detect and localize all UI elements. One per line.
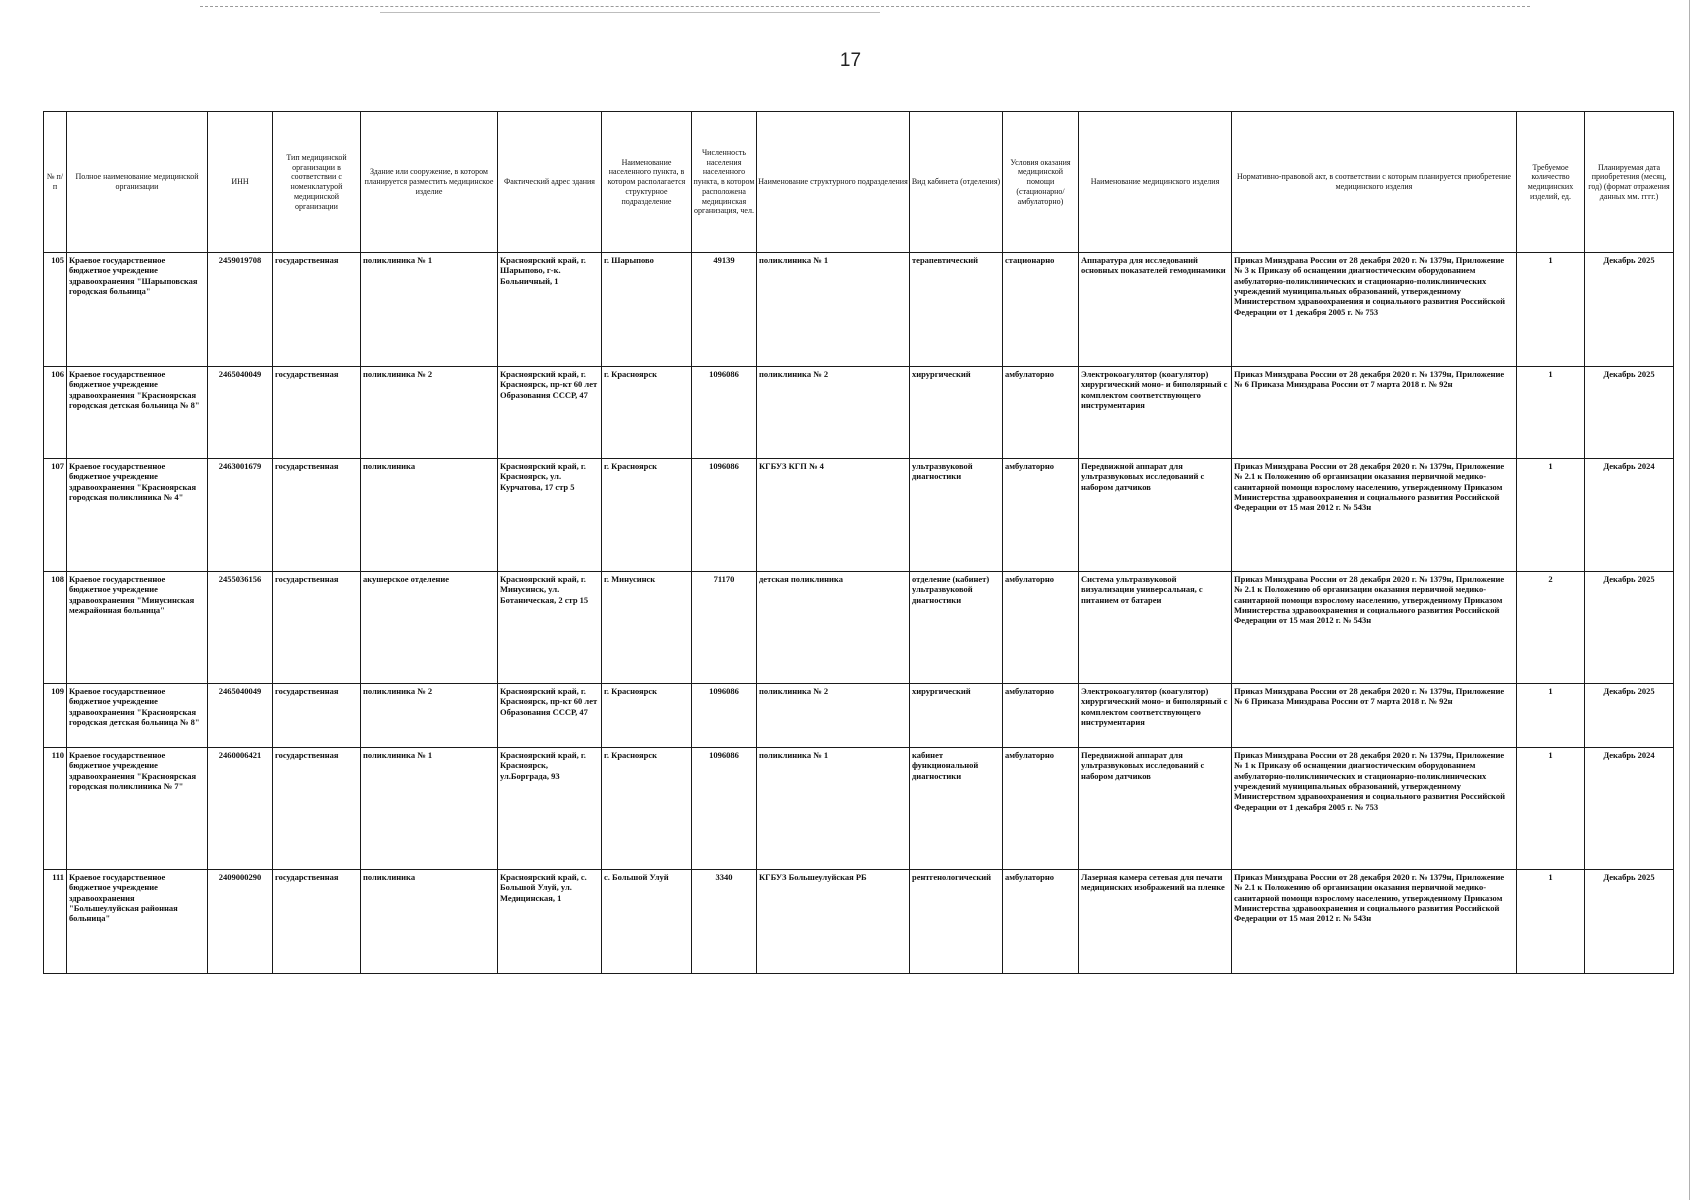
header-cell: Тип медицинской организации в соответствии с номенклатурой медицинской организации [273, 112, 361, 253]
org-type-cell: государственная [273, 367, 361, 459]
population-cell: 49139 [692, 253, 757, 367]
address-cell: Красноярский край, г. Шарыпово, г-к. Больничный, 1 [498, 253, 602, 367]
address-cell: Красноярский край, г. Красноярск, пр-кт 60 лет Образования СССР, 47 [498, 367, 602, 459]
quantity-cell: 1 [1517, 684, 1585, 748]
legal-act-cell: Приказ Минздрава России от 28 декабря 2020 г. № 1379н, Приложение № 2.1 к Положению об организации оказания первичной медико-санитарной помощи взрослому населению, утвержденному Приказом Министерства здравоохранения и социального развития Российской Федерации от 15 мая 2012 г. № 543н [1232, 572, 1517, 684]
row-number-cell: 105 [44, 253, 67, 367]
organization-cell: Краевое государственное бюджетное учреждение здравоохранения "Минусинская межрайонная больница" [67, 572, 208, 684]
row-number-cell: 108 [44, 572, 67, 684]
date-cell: Декабрь 2025 [1585, 572, 1674, 684]
cabinet-cell: рентгенологический [910, 870, 1003, 974]
cabinet-cell: хирургический [910, 684, 1003, 748]
table-row [44, 870, 1674, 974]
conditions-cell: амбулаторно [1003, 684, 1079, 748]
device-cell: Аппаратура для исследований основных показателей гемодинамики [1079, 253, 1232, 367]
locality-cell: г. Красноярск [602, 748, 692, 870]
org-type-cell: государственная [273, 253, 361, 367]
quantity-cell: 1 [1517, 367, 1585, 459]
date-cell: Декабрь 2025 [1585, 253, 1674, 367]
organization-cell: Краевое государственное бюджетное учреждение здравоохранения "Красноярская городская поликлиника № 4" [67, 459, 208, 572]
conditions-cell: амбулаторно [1003, 459, 1079, 572]
quantity-cell: 1 [1517, 870, 1585, 974]
header-cell: Планируемая дата приобретения (месяц, год) (формат отражения данных мм. гггг.) [1585, 112, 1674, 253]
header-cell: Нормативно-правовой акт, в соответствии с которым планируется приобретение медицинского изделия [1232, 112, 1517, 253]
inn-cell: 2460006421 [208, 748, 273, 870]
date-cell: Декабрь 2025 [1585, 870, 1674, 974]
device-cell: Система ультразвуковой визуализации универсальная, с питанием от батареи [1079, 572, 1232, 684]
inn-cell: 2465040049 [208, 684, 273, 748]
table-row [44, 459, 1674, 572]
scan-artifact-line [200, 6, 1530, 7]
org-type-cell: государственная [273, 870, 361, 974]
locality-cell: г. Красноярск [602, 684, 692, 748]
page-number: 17 [839, 50, 862, 71]
org-type-cell: государственная [273, 748, 361, 870]
org-type-cell: государственная [273, 459, 361, 572]
header-cell: Наименование медицинского изделия [1079, 112, 1232, 253]
scan-artifact-line [380, 12, 880, 13]
cabinet-cell: хирургический [910, 367, 1003, 459]
address-cell: Красноярский край, г. Красноярск, ул.Борграда, 93 [498, 748, 602, 870]
conditions-cell: стационарно [1003, 253, 1079, 367]
population-cell: 1096086 [692, 459, 757, 572]
building-cell: поликлиника [361, 459, 498, 572]
organization-cell: Краевое государственное бюджетное учреждение здравоохранения "Красноярская городская поликлиника № 7" [67, 748, 208, 870]
locality-cell: г. Минусинск [602, 572, 692, 684]
unit-cell: КГБУЗ КГП № 4 [757, 459, 910, 572]
cabinet-cell: кабинет функциональной диагностики [910, 748, 1003, 870]
org-type-cell: государственная [273, 572, 361, 684]
locality-cell: г. Красноярск [602, 459, 692, 572]
device-cell: Передвижной аппарат для ультразвуковых исследований с набором датчиков [1079, 459, 1232, 572]
inn-cell: 2465040049 [208, 367, 273, 459]
table-row [44, 748, 1674, 870]
header-cell: Полное наименование медицинской организации [67, 112, 208, 253]
table-row [44, 684, 1674, 748]
building-cell: поликлиника [361, 870, 498, 974]
legal-act-cell: Приказ Минздрава России от 28 декабря 2020 г. № 1379н, Приложение № 6 Приказа Минздрава России от 7 марта 2018 г. № 92н [1232, 684, 1517, 748]
legal-act-cell: Приказ Минздрава России от 28 декабря 2020 г. № 1379н, Приложение № 3 к Приказу об оснащении диагностическим оборудованием амбулаторно-поликлинических и стационарно-поликлинических учреждений муниципальных образований, утвержденному Министерством здравоохранения и социального развития Российской Федерации от 1 декабря 2005 г. № 753 [1232, 253, 1517, 367]
date-cell: Декабрь 2025 [1585, 684, 1674, 748]
row-number-cell: 109 [44, 684, 67, 748]
building-cell: поликлиника № 1 [361, 748, 498, 870]
quantity-cell: 2 [1517, 572, 1585, 684]
row-number-cell: 111 [44, 870, 67, 974]
unit-cell: поликлиника № 2 [757, 684, 910, 748]
quantity-cell: 1 [1517, 459, 1585, 572]
locality-cell: г. Красноярск [602, 367, 692, 459]
address-cell: Красноярский край, г. Красноярск, ул. Курчатова, 17 стр 5 [498, 459, 602, 572]
header-cell: Вид кабинета (отделения) [910, 112, 1003, 253]
header-cell: Требуемое количество медицинских изделий, ед. [1517, 112, 1585, 253]
inn-cell: 2409000290 [208, 870, 273, 974]
unit-cell: детская поликлиника [757, 572, 910, 684]
table-row [44, 253, 1674, 367]
address-cell: Красноярский край, г. Минусинск, ул. Ботаническая, 2 стр 15 [498, 572, 602, 684]
legal-act-cell: Приказ Минздрава России от 28 декабря 2020 г. № 1379н, Приложение № 2.1 к Положению об организации оказания первичной медико-санитарной помощи взрослому населению, утвержденному Приказом Министерства здравоохранения и социального развития Российской Федерации от 15 мая 2012 г. № 543н [1232, 870, 1517, 974]
legal-act-cell: Приказ Минздрава России от 28 декабря 2020 г. № 1379н, Приложение № 1 к Приказу об оснащении диагностическим оборудованием амбулаторно-поликлинических и стационарно-поликлинических учреждений муниципальных образований, утвержденному Министерством здравоохранения и социального развития Российской Федерации от 1 декабря 2005 г. № 753 [1232, 748, 1517, 870]
header-cell: ИНН [208, 112, 273, 253]
header-cell: Здание или сооружение, в котором планируется разместить медицинское изделие [361, 112, 498, 253]
building-cell: поликлиника № 1 [361, 253, 498, 367]
device-cell: Передвижной аппарат для ультразвуковых исследований с набором датчиков [1079, 748, 1232, 870]
conditions-cell: амбулаторно [1003, 572, 1079, 684]
date-cell: Декабрь 2025 [1585, 367, 1674, 459]
header-cell: № п/п [44, 112, 67, 253]
organization-cell: Краевое государственное бюджетное учреждение здравоохранения "Большеулуйская районная больница" [67, 870, 208, 974]
address-cell: Красноярский край, г. Красноярск, пр-кт 60 лет Образования СССР, 47 [498, 684, 602, 748]
unit-cell: поликлиника № 1 [757, 748, 910, 870]
population-cell: 1096086 [692, 367, 757, 459]
conditions-cell: амбулаторно [1003, 748, 1079, 870]
building-cell: акушерское отделение [361, 572, 498, 684]
address-cell: Красноярский край, с. Большой Улуй, ул. Медицинская, 1 [498, 870, 602, 974]
organization-cell: Краевое государственное бюджетное учреждение здравоохранения "Красноярская городская детская больница № 8" [67, 684, 208, 748]
quantity-cell: 1 [1517, 253, 1585, 367]
organization-cell: Краевое государственное бюджетное учреждение здравоохранения "Шарыповская городская больница" [67, 253, 208, 367]
conditions-cell: амбулаторно [1003, 367, 1079, 459]
row-number-cell: 107 [44, 459, 67, 572]
population-cell: 71170 [692, 572, 757, 684]
legal-act-cell: Приказ Минздрава России от 28 декабря 2020 г. № 1379н, Приложение № 2.1 к Положению об организации оказания первичной медико-санитарной помощи взрослому населению, утвержденному Приказом Министерства здравоохранения и социального развития Российской Федерации от 15 мая 2012 г. № 543н [1232, 459, 1517, 572]
table-row [44, 367, 1674, 459]
population-cell: 1096086 [692, 748, 757, 870]
device-cell: Лазерная камера сетевая для печати медицинских изображений на пленке [1079, 870, 1232, 974]
conditions-cell: амбулаторно [1003, 870, 1079, 974]
cabinet-cell: терапевтический [910, 253, 1003, 367]
locality-cell: г. Шарыпово [602, 253, 692, 367]
device-cell: Электрокоагулятор (коагулятор) хирургический моно- и биполярный с комплектом соответствующего инструментария [1079, 367, 1232, 459]
org-type-cell: государственная [273, 684, 361, 748]
inn-cell: 2463001679 [208, 459, 273, 572]
population-cell: 3340 [692, 870, 757, 974]
device-cell: Электрокоагулятор (коагулятор) хирургический моно- и биполярный с комплектом соответствующего инструментария [1079, 684, 1232, 748]
unit-cell: КГБУЗ Большеулуйская РБ [757, 870, 910, 974]
row-number-cell: 110 [44, 748, 67, 870]
unit-cell: поликлиника № 1 [757, 253, 910, 367]
table-row [44, 572, 1674, 684]
header-cell: Фактический адрес здания [498, 112, 602, 253]
row-number-cell: 106 [44, 367, 67, 459]
equipment-registry-table [43, 111, 1674, 974]
unit-cell: поликлиника № 2 [757, 367, 910, 459]
quantity-cell: 1 [1517, 748, 1585, 870]
cabinet-cell: отделение (кабинет) ультразвуковой диагностики [910, 572, 1003, 684]
inn-cell: 2455036156 [208, 572, 273, 684]
legal-act-cell: Приказ Минздрава России от 28 декабря 2020 г. № 1379н, Приложение № 6 Приказа Минздрава России от 7 марта 2018 г. № 92н [1232, 367, 1517, 459]
table-header-row [44, 112, 1674, 253]
header-cell: Наименование структурного подразделения [757, 112, 910, 253]
header-cell: Наименование населенного пункта, в котором располагается структурное подразделение [602, 112, 692, 253]
header-cell: Условия оказания медицинской помощи (стационарно/ амбулаторно) [1003, 112, 1079, 253]
building-cell: поликлиника № 2 [361, 367, 498, 459]
locality-cell: с. Большой Улуй [602, 870, 692, 974]
header-cell: Численность населения населенного пункта, в котором расположена медицинская организация, чел. [692, 112, 757, 253]
building-cell: поликлиника № 2 [361, 684, 498, 748]
date-cell: Декабрь 2024 [1585, 459, 1674, 572]
page-edge-line [1689, 0, 1690, 1200]
date-cell: Декабрь 2024 [1585, 748, 1674, 870]
inn-cell: 2459019708 [208, 253, 273, 367]
population-cell: 1096086 [692, 684, 757, 748]
cabinet-cell: ультразвуковой диагностики [910, 459, 1003, 572]
organization-cell: Краевое государственное бюджетное учреждение здравоохранения "Красноярская городская детская больница № 8" [67, 367, 208, 459]
